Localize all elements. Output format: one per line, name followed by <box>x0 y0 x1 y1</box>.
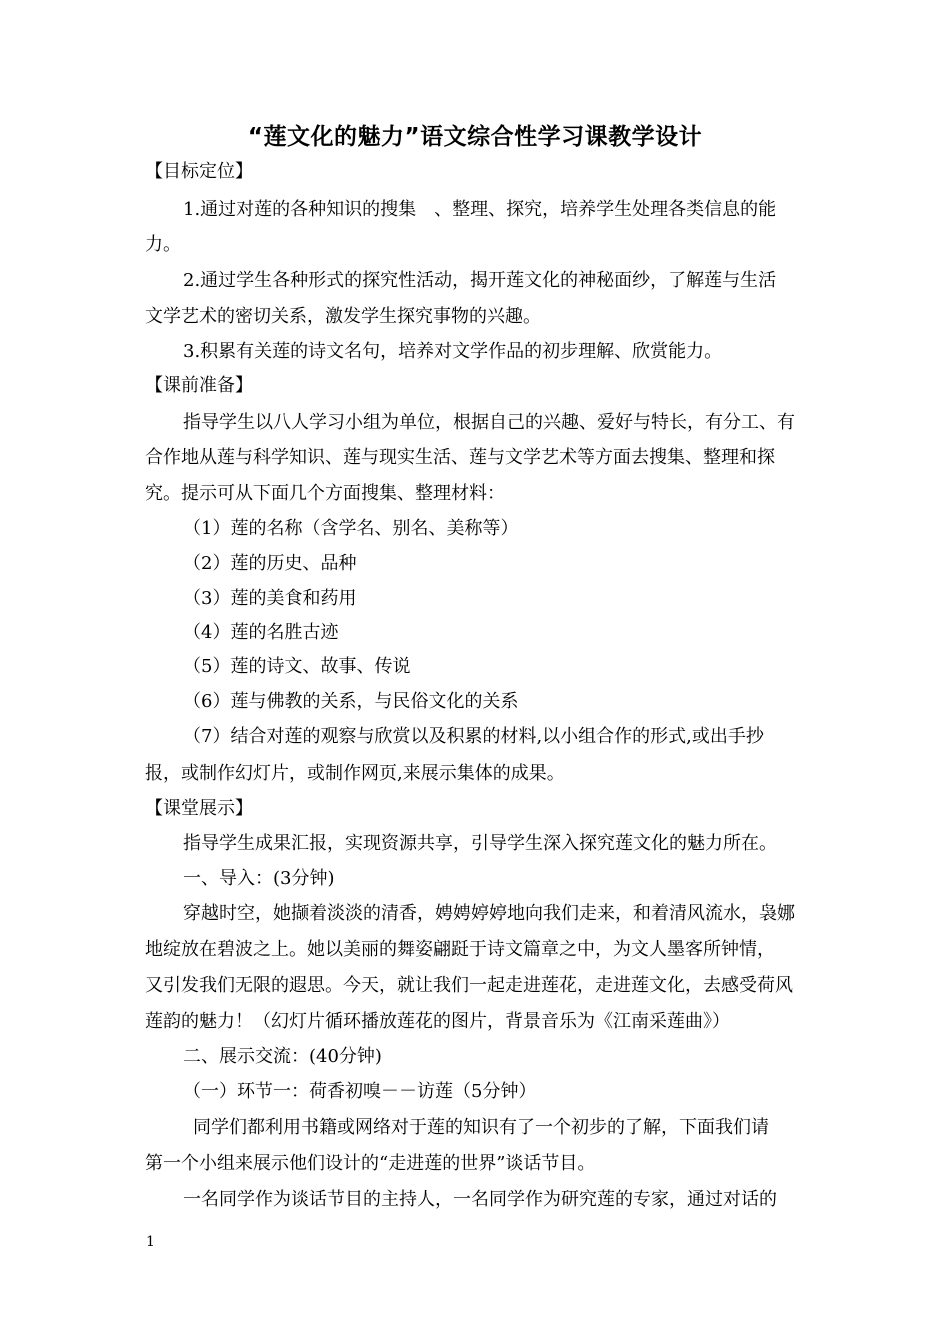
paragraph-line: 报，或制作幻灯片，或制作网页,来展示集体的成果。 <box>145 763 565 784</box>
subsection-heading: 二、展示交流：(40分钟) <box>183 1046 382 1067</box>
list-item: （7）结合对莲的观察与欣赏以及积累的材料,以小组合作的形式,或出手抄 <box>183 726 764 747</box>
paragraph-line: 同学们都利用书籍或网络对于莲的知识有了一个初步的了解，下面我们请 <box>193 1117 769 1138</box>
subsection-heading: （一）环节一：荷香初嗅－－访莲（5分钟） <box>183 1081 537 1102</box>
paragraph-line: 合作地从莲与科学知识、莲与现实生活、莲与文学艺术等方面去搜集、整理和探 <box>145 447 775 468</box>
paragraph-line: 第一个小组来展示他们设计的“走进莲的世界”谈话节目。 <box>145 1153 596 1174</box>
list-item: （4）莲的名胜古迹 <box>183 622 339 643</box>
paragraph-line: 指导学生成果汇报，实现资源共享，引导学生深入探究莲文化的魅力所在。 <box>183 833 777 854</box>
paragraph-line: 力。 <box>145 234 181 255</box>
section-heading-goals: 【目标定位】 <box>145 161 253 182</box>
section-heading-preparation: 【课前准备】 <box>145 375 253 396</box>
paragraph-line: 3.积累有关莲的诗文名句，培养对文学作品的初步理解、欣赏能力。 <box>183 341 723 362</box>
list-item: （5）莲的诗文、故事、传说 <box>183 656 411 677</box>
subsection-heading: 一、导入：(3分钟) <box>183 868 335 889</box>
paragraph-line: 地绽放在碧波之上。她以美丽的舞姿翩跹于诗文篇章之中，为文人墨客所钟情， <box>145 939 775 960</box>
paragraph-line: 究。提示可从下面几个方面搜集、整理材料： <box>145 483 505 504</box>
paragraph-line: 一名同学作为谈话节目的主持人，一名同学作为研究莲的专家，通过对话的 <box>183 1189 777 1210</box>
document-title: “莲文化的魅力”语文综合性学习课教学设计 <box>247 124 703 150</box>
list-item: （3）莲的美食和药用 <box>183 588 357 609</box>
page-number: 1 <box>146 1234 155 1250</box>
list-item: （2）莲的历史、品种 <box>183 553 357 574</box>
paragraph-line: 2.通过学生各种形式的探究性活动，揭开莲文化的神秘面纱，了解莲与生活 <box>183 270 777 291</box>
paragraph-line: 莲韵的魅力！（幻灯片循环播放莲花的图片，背景音乐为《江南采莲曲》） <box>145 1011 730 1032</box>
paragraph-line: 穿越时空，她撷着淡淡的清香，娉娉婷婷地向我们走来，和着清风流水，袅娜 <box>183 903 795 924</box>
list-item: （1）莲的名称（含学名、别名、美称等） <box>183 518 519 539</box>
paragraph-line: 文学艺术的密切关系，激发学生探究事物的兴趣。 <box>145 306 541 327</box>
paragraph-line: 又引发我们无限的遐思。今天，就让我们一起走进莲花，走进莲文化，去感受荷风 <box>145 975 793 996</box>
section-heading-classroom: 【课堂展示】 <box>145 798 253 819</box>
list-item: （6）莲与佛教的关系，与民俗文化的关系 <box>183 691 519 712</box>
paragraph-line: 1.通过对莲的各种知识的搜集 、整理、探究，培养学生处理各类信息的能 <box>183 199 777 220</box>
paragraph-line: 指导学生以八人学习小组为单位，根据自己的兴趣、爱好与特长，有分工、有 <box>183 412 795 433</box>
